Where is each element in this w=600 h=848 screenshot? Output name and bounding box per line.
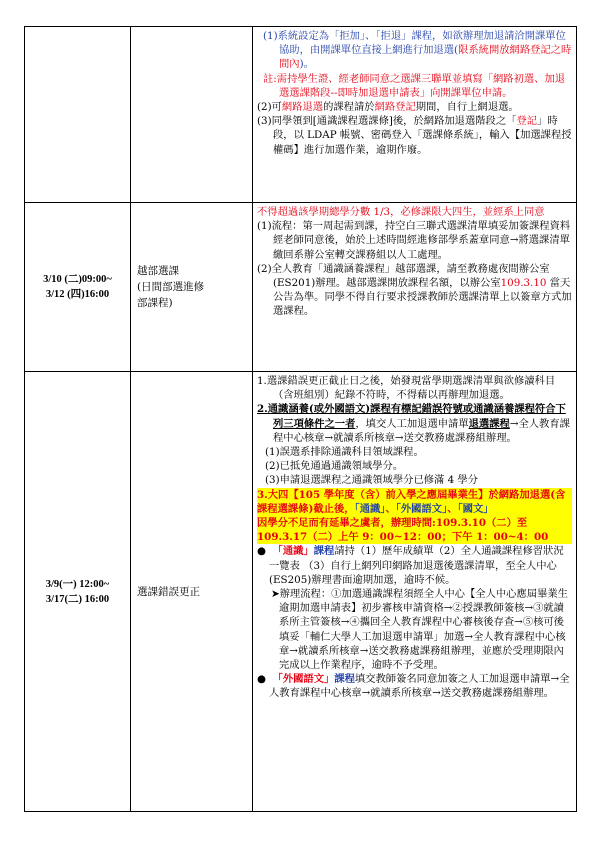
category-cell [131,203,253,372]
date-cell [25,27,131,203]
date-start: 3/10 (二)09:00~ [43,274,112,285]
highlight-paragraph: 3.大四【105 學年度（含）前入學之應屆畢業生】於網路加退選(含課程選課條)截止後，「通識」、「外國語文」、「國文」 因學分不足而有延畢之虞者，辦理時間:109.3.10（二）至 109.3.17（二）上午 9：00~12：00；下午 1：00~4：00 [257,488,572,545]
warning-text: 不得超過該學期總學分數 1/3，必修課限大四生，並經系上同意 [257,206,545,218]
condition-item: (2)已抵免通過通識領域學分。 [265,460,404,473]
description-cell [253,372,577,812]
condition-item: (3)申請退選課程之通識領域學分已修滿 4 學分 [265,474,479,487]
category-line: 越部選課 [137,265,179,277]
description-cell [253,203,577,372]
date-end: 3/17(二) 16:00 [45,593,110,605]
date-end: 3/12 (四)16:00 [45,289,110,300]
date-cell [25,372,131,812]
category-cell [131,372,253,812]
description-cell [253,27,577,203]
bullet-icon: ● [257,545,273,558]
rule-paragraph: 2.通識涵養(或外國語文)課程有標記錯誤符號或通識涵養課程符合下列三項條件之一者，填交人工加退選申請單退選課程→全人教育課程中心核章→就讀系所核章→送交教務處課務組辦理。 [257,403,570,444]
category-line: 部課程) [137,297,173,309]
category-line: 選課錯誤更正 [137,585,200,598]
note-item: 註:需持學生證、經老師同意之選課三聯單並填寫「網路初選、加退選選課階段--即時加退選申請表」向開課單位申請。 [263,72,566,99]
category-line: (日間部選進修 [137,281,205,293]
condition-item: (1)誤選系排除通識科目領域課程。 [265,446,424,459]
date-start: 3/9(一) 12:00~ [45,578,110,590]
table-row [25,27,577,203]
rule-paragraph: 1.選課錯誤更正截止日之後，始發現當學期選課清單與欲修讀科目（含班組別）紀錄不符時，不得藉以再辦理加退選。 [257,375,556,402]
table-row [25,203,577,372]
rule-item: (2)可網路退選的課程請於網路登記期間，自行上網退選。 [257,101,519,114]
rule-item: (1)流程：第一周起需到課，持空白三聯式選課清單填妥加簽課程資料經老師同意後，始於上述時間經進修部學系蓋章同意→將選課清單繳回系辦公室轉交課務組以人工處理。 [257,220,571,261]
arrow-icon: ➤ [271,588,280,601]
bullet-item: ● 「通識」課程請持（1）歷年成績單（2）全人通識課程修習狀況一覽表 （3）自行上網列印網路加退選後選課清單，至全人中心(ES205)辦理書面逾期加選，逾時不候。 [257,545,564,586]
flow-item: ➤辦理流程：①加選通識課程須經全人中心【全人中心應屆畢業生逾期加選申請表】初步審核申請資格→②授課教師簽核→③就讀系所主管簽核→④攜回全人教育課程中心審核後存查→⑤核可後填妥「輔仁大學人工加退選申請單」加選→全人教育課程中心核章→就讀系所核章→送交教務處課務組辦理，並應於受理期限內完成以上作業程序，逾時不予受理。 [271,588,568,672]
category-cell [131,27,253,203]
rule-item: (1)系統設定為「拒加」、「拒退」課程，如欲辦理加退請洽開課單位協助，由開課單位直接上網進行加退選(限系統開放網路登記之時間內)。 [263,30,572,71]
bullet-item: ● 「外國語文」課程填交教師簽名同意加簽之人工加退選申請單→全人教育課程中心核章→就讀系所核章→送交教務處課務組辦理。 [257,673,570,700]
rule-item: (2)全人教育「通識涵養課程」越部選課，請至教務處夜間辦公室(ES201)辦理。越部選課開放課程名額，以辦公室109.3.10 當天公告為準。同學不得自行要求授課教師於選課清單上以簽章方式加選課程。 [257,262,572,318]
bullet-icon: ● [257,673,273,686]
rule-item: (3)同學領到[通識課程選課條]後，於網路加退選階段之「登記」時段，以 LDAP 帳號、密碼登入「選課條系統」，輸入【加選課程授權碼】進行加選作業，逾期作廢。 [257,115,572,156]
schedule-table [24,26,577,812]
table-row [25,372,577,812]
date-cell [25,203,131,372]
